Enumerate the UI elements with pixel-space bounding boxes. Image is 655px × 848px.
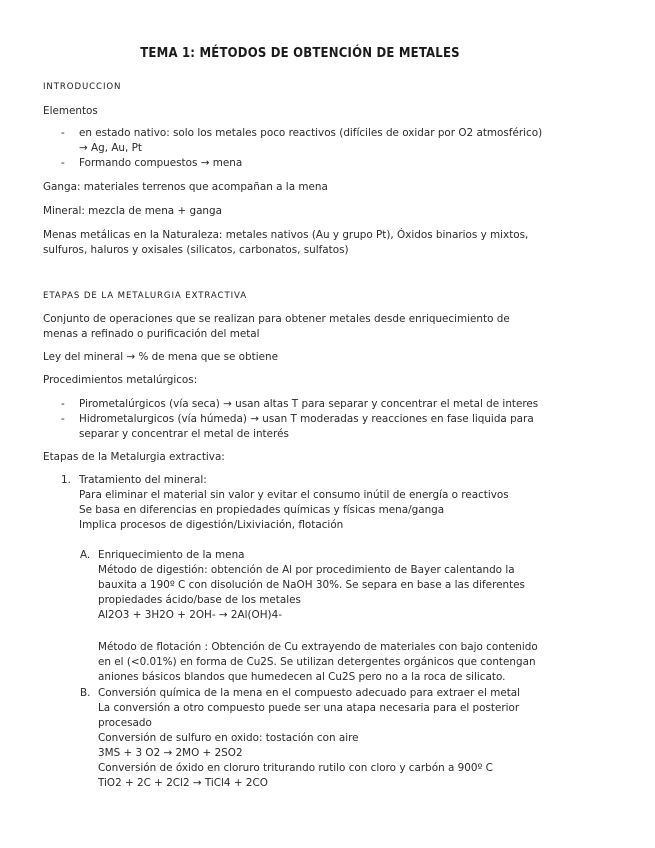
bullet-dash: -	[61, 413, 65, 425]
list-item-text: Formando compuestos → mena	[79, 157, 243, 169]
list-item-text: → Ag, Au, Pt	[79, 142, 142, 154]
paragraph-line: en el (<0.01%) en forma de Cu2S. Se utilizan detergentes orgánicos que contengan	[98, 656, 536, 668]
list-letter: B.	[80, 687, 91, 699]
procedimientos-label: Procedimientos metalúrgicos:	[43, 374, 198, 386]
page-title: TEMA 1: MÉTODOS DE OBTENCIÓN DE METALES	[140, 46, 460, 61]
list-item-text: Para eliminar el material sin valor y evitar el consumo inútil de energía o reactivos	[79, 489, 509, 501]
list-item-text: Se basa en diferencias en propiedades químicas y físicas mena/ganga	[79, 504, 445, 516]
paragraph-line: Método de flotación : Obtención de Cu extrayendo de materiales con bajo contenido	[98, 641, 538, 653]
paragraph-line: Conjunto de operaciones que se realizan para obtener metales desde enriquecimiento de	[43, 313, 510, 325]
menas-paragraph	[43, 228, 603, 258]
list-item-text: separar y concentrar el metal de interés	[79, 428, 289, 440]
list-item-text: Conversión de sulfuro en oxido: tostación con aire	[98, 732, 359, 744]
etapas-label: Etapas de la Metalurgia extractiva:	[43, 451, 225, 463]
list-item-text: procesado	[98, 717, 152, 729]
list-item-text: Al2O3 + 3H2O + 2OH- → 2Al(OH)4-	[98, 609, 282, 621]
list-item-text: en estado nativo: solo los metales poco reactivos (difíciles de oxidar por O2 atmosférico)	[79, 127, 543, 139]
section-heading-etapas: ETAPAS DE LA METALURGIA EXTRACTIVA	[43, 291, 248, 301]
list-item-text: 3MS + 3 O2 → 2MO + 2SO2	[98, 747, 243, 759]
elementos-label: Elementos	[43, 105, 98, 117]
list-item-text: bauxita a 190º C con disolución de NaOH 30%. Se separa en base a las diferentes	[98, 579, 525, 591]
list-item-text: La conversión a otro compuesto puede ser una atapa necesaria para el posterior	[98, 702, 520, 714]
list-item-text: TiO2 + 2C + 2Cl2 → TiCl4 + 2CO	[98, 777, 268, 789]
section-heading-introduccion: INTRODUCCION	[43, 82, 122, 92]
list-number: 1.	[61, 474, 71, 486]
paragraph-line: menas a refinado o purificación del metal	[43, 328, 260, 340]
list-item-text: propiedades ácido/base de los metales	[98, 594, 301, 606]
paragraph-line: aniones básicos blandos que humedecen al Cu2S pero no a la roca de silicato.	[98, 671, 506, 683]
list-item-text: Tratamiento del mineral:	[79, 474, 207, 486]
paragraph-line: Menas metálicas en la Naturaleza: metales nativos (Au y grupo Pt), Óxidos binarios y mixtos,	[43, 229, 529, 241]
bullet-dash: -	[61, 157, 65, 169]
ley-mineral: Ley del mineral → % de mena que se obtiene	[43, 351, 278, 363]
mineral-definition: Mineral: mezcla de mena + ganga	[43, 205, 222, 217]
list-item-text: Hidrometalurgicos (vía húmeda) → usan T moderadas y reacciones en fase liquida para	[79, 413, 534, 425]
conjunto-paragraph	[43, 312, 603, 342]
list-item-text: Conversión de óxido en cloruro triturando rutilo con cloro y carbón a 900º C	[98, 762, 493, 774]
list-item-text: Implica procesos de digestión/Lixiviación, flotación	[79, 519, 344, 531]
list-item-text: Conversión química de la mena en el compuesto adecuado para extraer el metal	[98, 687, 521, 699]
ganga-definition: Ganga: materiales terrenos que acompañan a la mena	[43, 181, 328, 193]
list-letter: A.	[80, 549, 91, 561]
bullet-dash: -	[61, 127, 65, 139]
list-item-text: Método de digestión: obtención de Al por procedimiento de Bayer calentando la	[98, 564, 515, 576]
paragraph-line: sulfuros, haluros y oxisales (silicatos, carbonatos, sulfatos)	[43, 244, 349, 256]
bullet-dash: -	[61, 398, 65, 410]
list-item-text: Enriquecimiento de la mena	[98, 549, 245, 561]
list-item-text: Pirometalúrgicos (vía seca) → usan altas T para separar y concentrar el metal de interes	[79, 398, 539, 410]
